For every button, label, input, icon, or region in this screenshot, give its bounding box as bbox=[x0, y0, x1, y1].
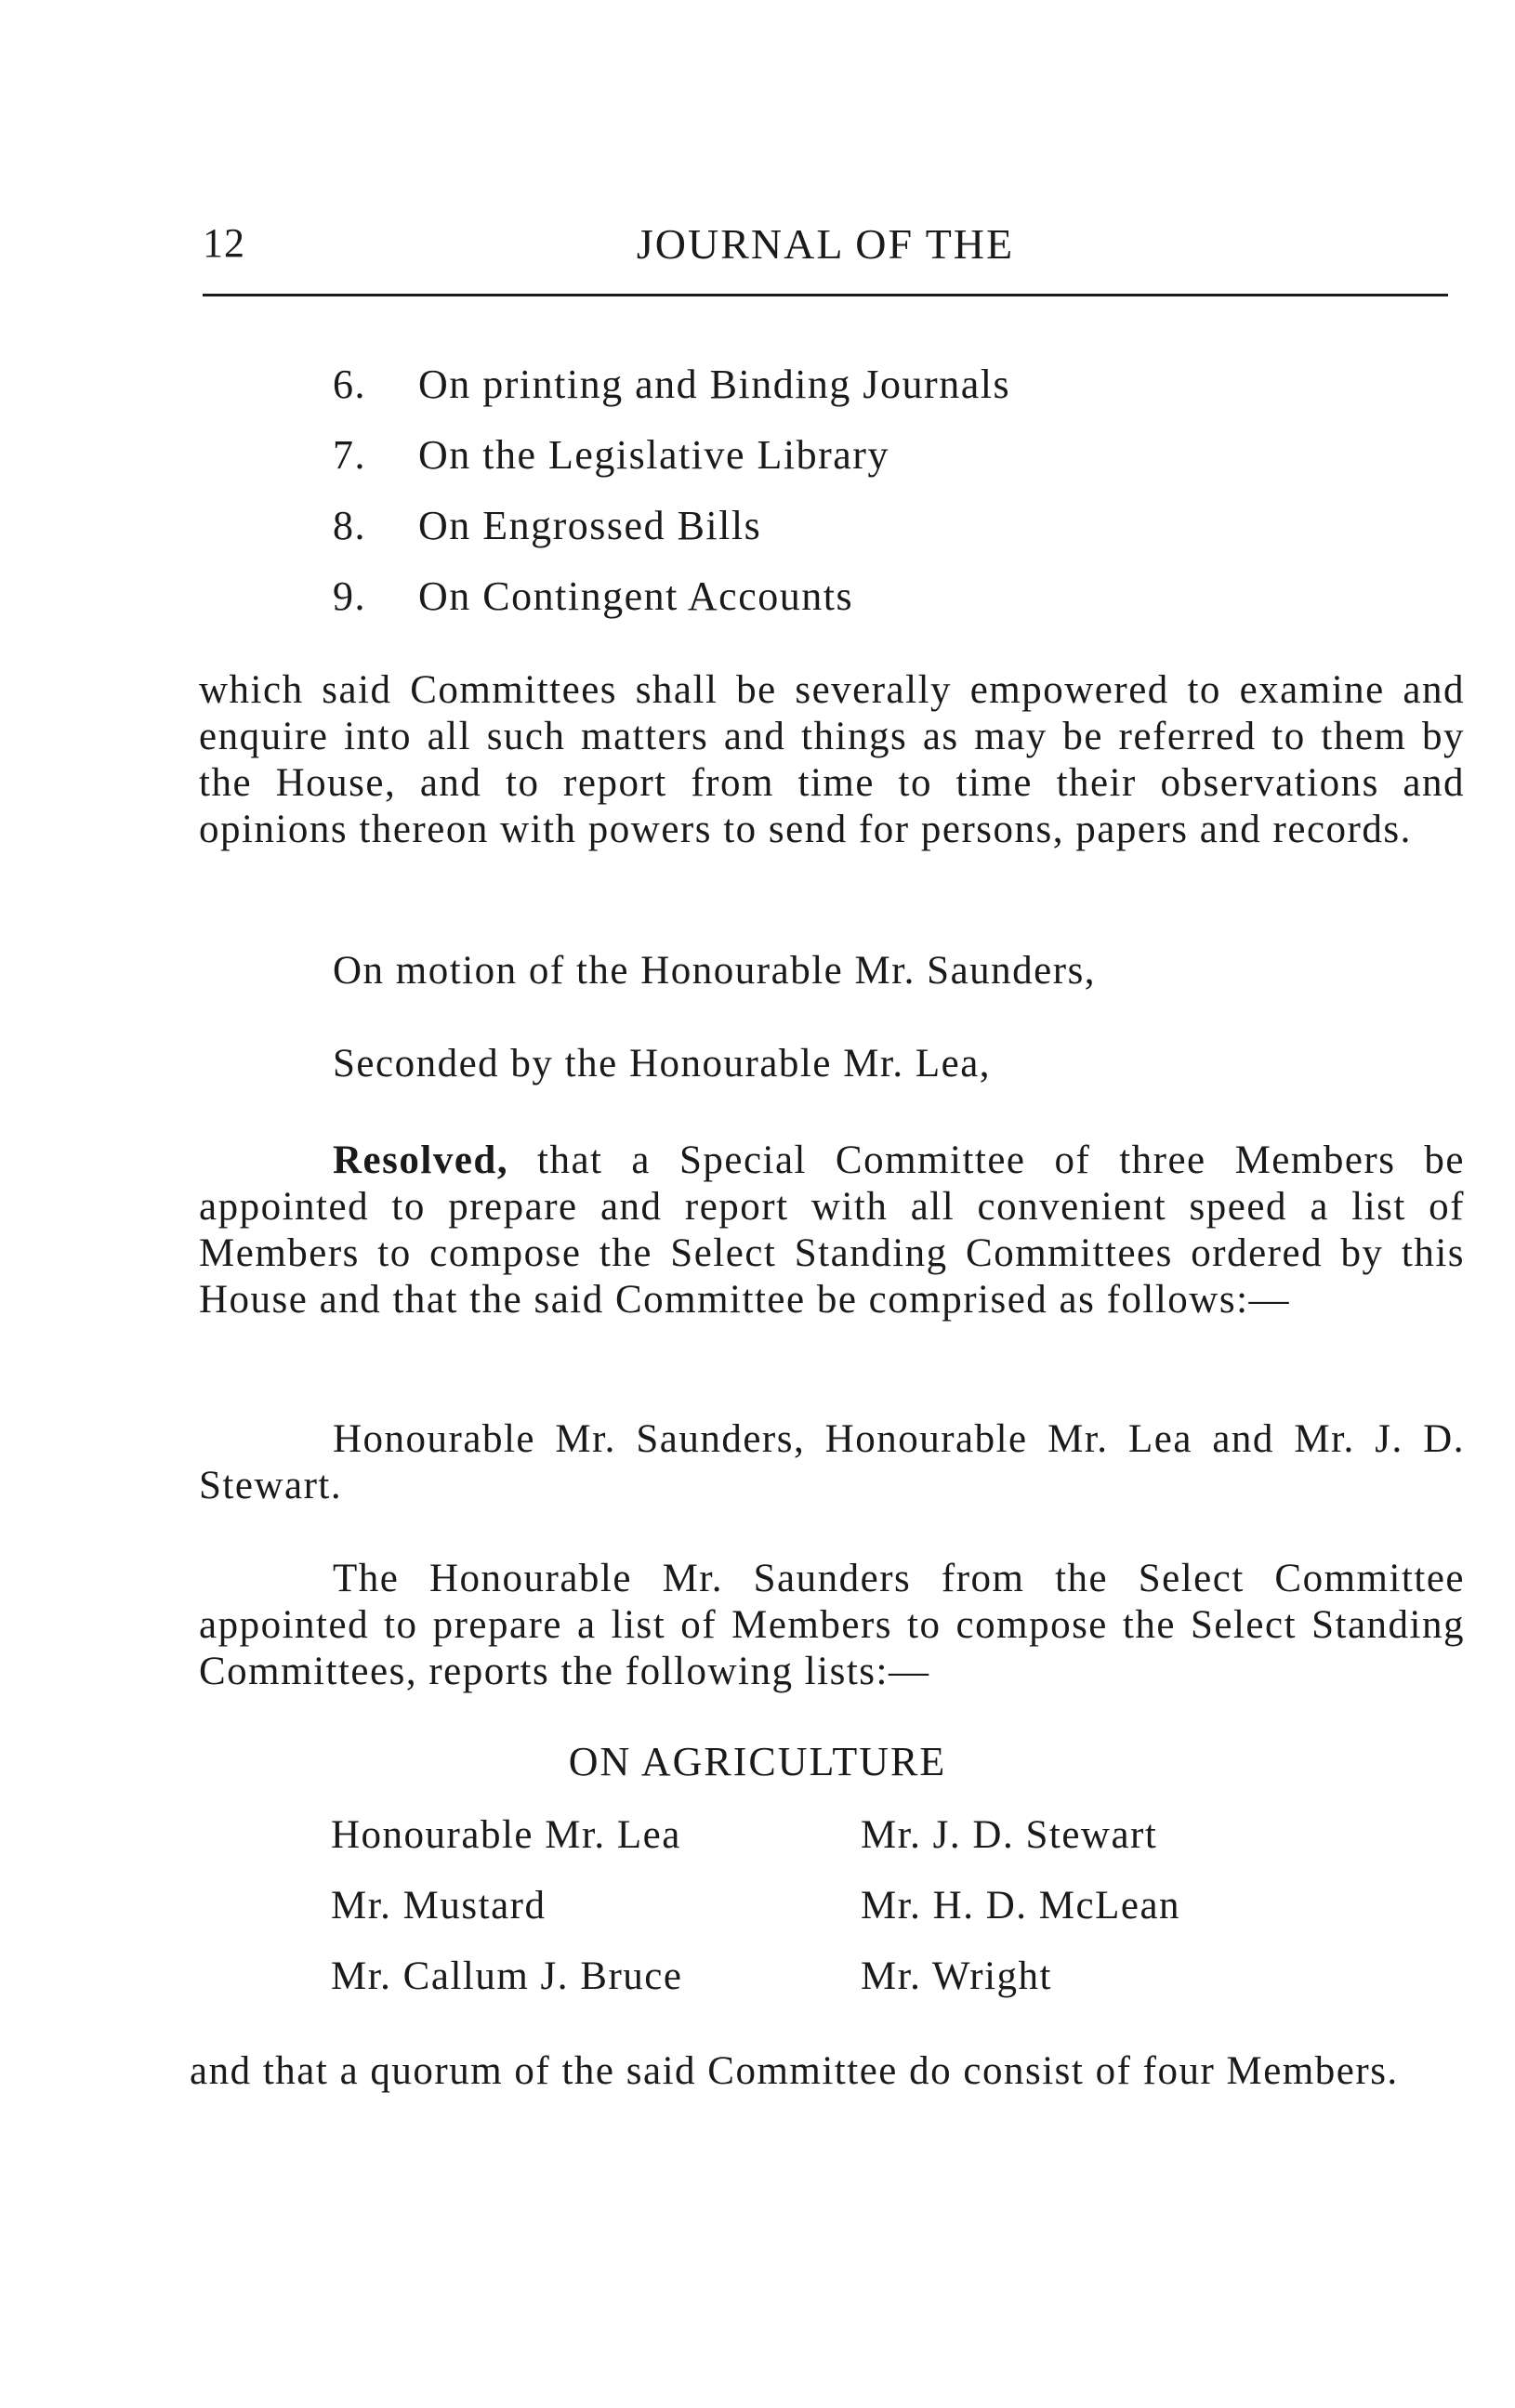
committees-powers-paragraph: which said Committees shall be severally empowered to examine and enquire into all such matters and things as may be referred to them by the House, and to report from time to time their observations and opinions thereon with powers to send for persons, papers and records. bbox=[199, 668, 1465, 851]
seconded-line: Seconded by the Honourable Mr. Lea, bbox=[333, 1042, 992, 1086]
list-item-text: On Engrossed Bills bbox=[418, 503, 762, 548]
member-name: Honourable Mr. Lea bbox=[331, 1813, 681, 1857]
list-item-text: On Contingent Accounts bbox=[418, 573, 854, 619]
list-item-text: On the Legislative Library bbox=[418, 432, 889, 478]
agriculture-members bbox=[331, 1812, 1353, 2024]
resolved-text: that a Special Committee of three Members be appointed to prepare and report with all convenient speed a list of Members to compose the Select Standing Committees ordered by this House and that the said Committee be comprised as follows:— bbox=[199, 1138, 1465, 1322]
member-row bbox=[331, 1883, 1353, 1954]
member-name: Mr. Wright bbox=[861, 1954, 1052, 1998]
quorum-paragraph: and that a quorum of the said Committee do consist of four Members. bbox=[190, 2049, 1399, 2093]
member-row bbox=[331, 1954, 1353, 2024]
header-rule bbox=[203, 294, 1448, 296]
member-name: Mr. J. D. Stewart bbox=[861, 1813, 1158, 1857]
list-item bbox=[333, 572, 1010, 643]
list-item-number: 7. bbox=[333, 432, 366, 478]
member-row bbox=[331, 1812, 1353, 1883]
special-committee-members: Honourable Mr. Saunders, Honourable Mr. Lea and Mr. J. D. Stewart. bbox=[199, 1417, 1465, 1507]
list-item-number: 6. bbox=[333, 362, 366, 407]
page-number: 12 bbox=[203, 220, 245, 266]
member-name: Mr. Callum J. Bruce bbox=[331, 1954, 683, 1998]
list-item bbox=[333, 431, 1010, 502]
report-paragraph: The Honourable Mr. Saunders from the Select Committee appointed to prepare a list of Members to compose the Select Standing Committees, reports the following lists:— bbox=[199, 1557, 1465, 1693]
journal-title: JOURNAL OF THE bbox=[636, 220, 1015, 268]
section-heading-agriculture: ON AGRICULTURE bbox=[568, 1739, 947, 1784]
list-item-text: On printing and Binding Journals bbox=[418, 362, 1011, 407]
list-item bbox=[333, 361, 1010, 431]
motion-line: On motion of the Honourable Mr. Saunders, bbox=[333, 949, 1097, 993]
running-head bbox=[203, 219, 1448, 275]
list-item bbox=[333, 502, 1010, 572]
member-name: Mr. H. D. McLean bbox=[861, 1884, 1181, 1928]
committees-list bbox=[333, 361, 1010, 643]
member-name: Mr. Mustard bbox=[331, 1884, 547, 1928]
list-item-number: 9. bbox=[333, 573, 366, 619]
list-item-number: 8. bbox=[333, 503, 366, 548]
resolved-label: Resolved, bbox=[333, 1138, 509, 1182]
resolved-paragraph bbox=[199, 1138, 1465, 1323]
